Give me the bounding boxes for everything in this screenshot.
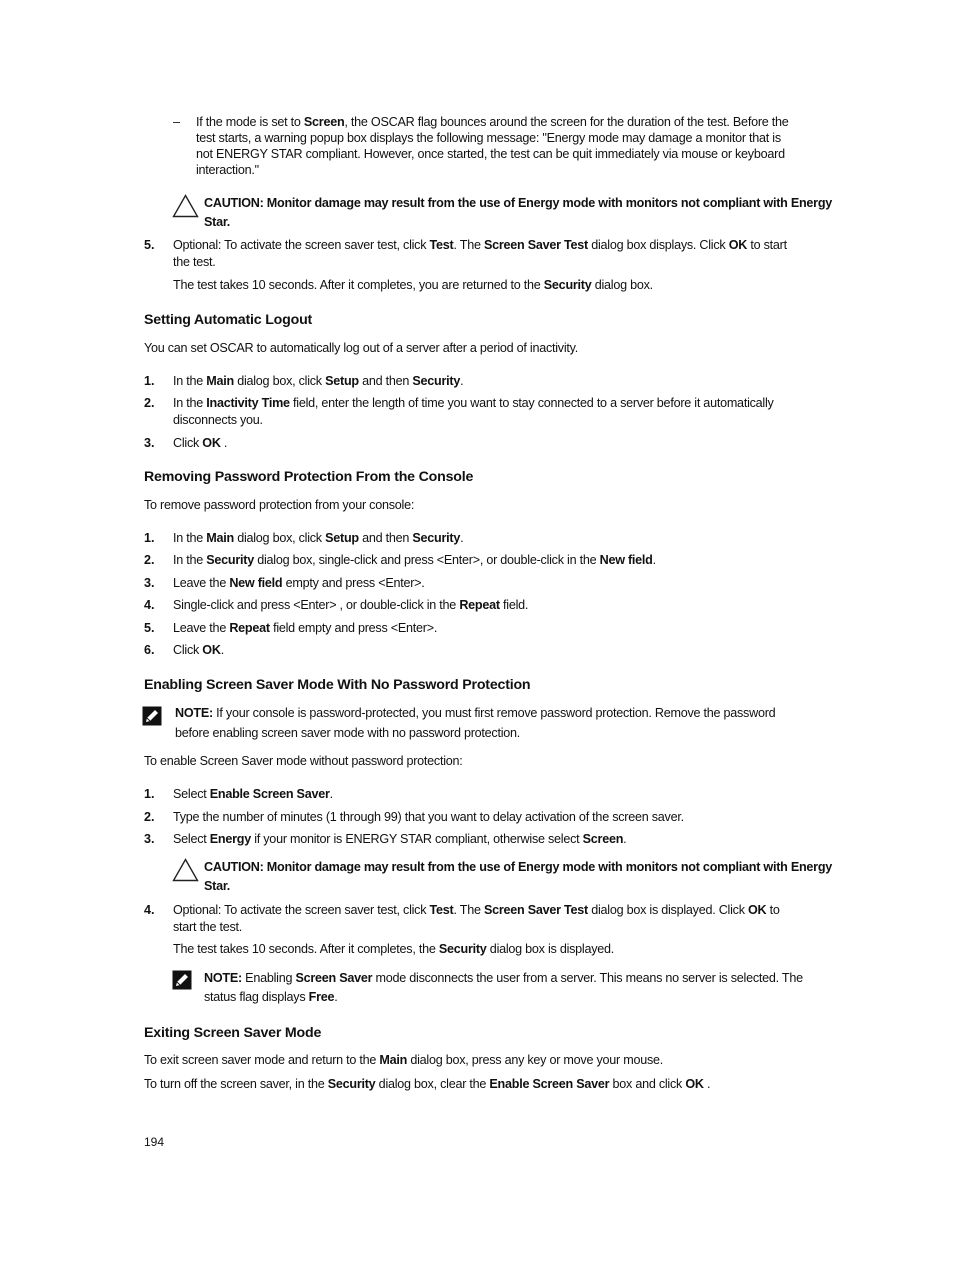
section-intro: To enable Screen Saver mode without password protection: <box>144 754 463 768</box>
note-text: status flag displays Free. <box>204 990 338 1004</box>
bold-ui-term: Security <box>543 278 592 292</box>
step-text: Select Enable Screen Saver. <box>173 787 333 801</box>
bold-ui-term: Energy <box>209 832 251 846</box>
step-note-text: The test takes 10 seconds. After it completes, the Security dialog box is displayed. <box>173 942 615 956</box>
step-number: 2. <box>144 553 155 567</box>
step-number: 6. <box>144 643 155 657</box>
step-number: 2. <box>144 396 155 410</box>
bold-ui-term: NOTE: <box>204 971 242 985</box>
bold-ui-term: Screen Saver Test <box>483 238 588 252</box>
step-text: Single-click and press <Enter> , or double-click in the Repeat field. <box>173 598 529 612</box>
bold-ui-term: Security <box>206 553 254 567</box>
caution-text: CAUTION: Monitor damage may result from the use of Energy mode with monitors not compliant with Energy <box>204 860 833 874</box>
bold-ui-term: New field <box>229 576 283 590</box>
step-text: Leave the New field empty and press <Enter>. <box>173 576 425 590</box>
bold-ui-term: Screen <box>303 115 345 129</box>
paragraph: To turn off the screen saver, in the Security dialog box, clear the Enable Screen Saver box and click OK . <box>144 1077 711 1091</box>
bold-ui-term: Screen Saver <box>295 971 373 985</box>
bold-ui-term: Test <box>429 903 454 917</box>
step-text: Click OK . <box>173 436 228 450</box>
step-text: In the Main dialog box, click Setup and then Security. <box>173 531 464 545</box>
note-pencil-icon <box>172 970 192 990</box>
bold-ui-term: Free <box>308 990 335 1004</box>
caution-icon <box>172 858 199 882</box>
bold-ui-term: OK <box>748 903 767 917</box>
caution-text: Star. <box>204 879 231 893</box>
step-text: Click OK. <box>173 643 224 657</box>
step-number: 1. <box>144 374 155 388</box>
bold-ui-term: Repeat <box>229 621 270 635</box>
section-heading: Enabling Screen Saver Mode With No Password Protection <box>144 677 531 693</box>
caution-text: Star. <box>204 215 231 229</box>
step-number: 1. <box>144 787 155 801</box>
step-text: In the Security dialog box, single-click and press <Enter>, or double-click in the New field. <box>173 553 656 567</box>
bold-ui-term: OK <box>728 238 748 252</box>
bold-ui-term: NOTE: <box>175 706 213 720</box>
bold-ui-term: Enable Screen Saver <box>209 787 330 801</box>
bold-ui-term: New field <box>599 553 653 567</box>
bullet-line: not ENERGY STAR compliant. However, once started, the test can be quit immediately via mouse or keyboard <box>196 147 785 161</box>
step-text: the test. <box>173 255 216 269</box>
bold-ui-term: Enable Screen Saver <box>489 1077 610 1091</box>
bold-ui-term: Security <box>412 374 461 388</box>
step-text: Optional: To activate the screen saver test, click Test. The Screen Saver Test dialog box displays. Click OK to start <box>173 238 787 252</box>
section-heading: Removing Password Protection From the Console <box>144 469 474 485</box>
bold-ui-term: Main <box>206 374 234 388</box>
note-text: NOTE: If your console is password-protected, you must first remove password protection. Remove the password <box>175 706 776 720</box>
step-text: Type the number of minutes (1 through 99) that you want to delay activation of the screen saver. <box>173 810 684 824</box>
bullet-line: test starts, a warning popup box displays the following message: "Energy mode may damage a monitor that is <box>196 131 781 145</box>
section-heading: Exiting Screen Saver Mode <box>144 1025 322 1041</box>
step-number: 3. <box>144 576 155 590</box>
step-number: 3. <box>144 832 155 846</box>
step-number: 1. <box>144 531 155 545</box>
step-number: 4. <box>144 598 155 612</box>
step-text: Optional: To activate the screen saver test, click Test. The Screen Saver Test dialog box is displayed. Click OK to <box>173 903 780 917</box>
paragraph: To exit screen saver mode and return to the Main dialog box, press any key or move your mouse. <box>144 1053 664 1067</box>
step-number: 3. <box>144 436 155 450</box>
step-number: 4. <box>144 903 155 917</box>
step-number: 5. <box>144 621 155 635</box>
section-intro: To remove password protection from your console: <box>144 498 415 512</box>
bold-ui-term: Screen Saver Test <box>483 903 588 917</box>
bold-ui-term: OK <box>202 436 221 450</box>
bold-ui-term: Setup <box>325 374 359 388</box>
bullet-dash: – <box>173 115 180 129</box>
section-heading: Setting Automatic Logout <box>144 312 313 328</box>
step-text: In the Inactivity Time field, enter the length of time you want to stay connected to a server before it automatically <box>173 396 774 410</box>
bold-ui-term: OK <box>202 643 221 657</box>
step-text: start the test. <box>173 920 243 934</box>
bold-ui-term: Main <box>206 531 234 545</box>
step-note-text: The test takes 10 seconds. After it completes, you are returned to the Security dialog box. <box>173 278 653 292</box>
bold-ui-term: Security <box>412 531 461 545</box>
section-intro: You can set OSCAR to automatically log out of a server after a period of inactivity. <box>144 341 579 355</box>
bold-ui-term: Test <box>429 238 454 252</box>
page-number: 194 <box>144 1135 165 1149</box>
step-text: Select Energy if your monitor is ENERGY STAR compliant, otherwise select Screen. <box>173 832 627 846</box>
step-text: disconnects you. <box>173 413 263 427</box>
bullet-line: interaction." <box>196 163 259 177</box>
step-number: 5. <box>144 238 155 252</box>
note-pencil-icon <box>142 706 162 726</box>
bold-ui-term: Security <box>438 942 487 956</box>
bullet-line: If the mode is set to Screen, the OSCAR flag bounces around the screen for the duration of the test. Before the <box>196 115 789 129</box>
step-text: Leave the Repeat field empty and press <Enter>. <box>173 621 438 635</box>
bold-ui-term: Repeat <box>459 598 500 612</box>
caution-text: CAUTION: Monitor damage may result from the use of Energy mode with monitors not compliant with Energy <box>204 196 833 210</box>
caution-icon <box>172 194 199 218</box>
bold-ui-term: Inactivity Time <box>206 396 290 410</box>
note-text: NOTE: Enabling Screen Saver mode disconnects the user from a server. This means no server is selected. The <box>204 971 803 985</box>
bold-ui-term: OK <box>685 1077 704 1091</box>
bold-ui-term: Screen <box>582 832 624 846</box>
bold-ui-term: Main <box>379 1053 408 1067</box>
step-number: 2. <box>144 810 155 824</box>
bold-ui-term: Setup <box>325 531 359 545</box>
step-text: In the Main dialog box, click Setup and then Security. <box>173 374 464 388</box>
note-text: before enabling screen saver mode with no password protection. <box>175 726 521 740</box>
bold-ui-term: Security <box>327 1077 376 1091</box>
